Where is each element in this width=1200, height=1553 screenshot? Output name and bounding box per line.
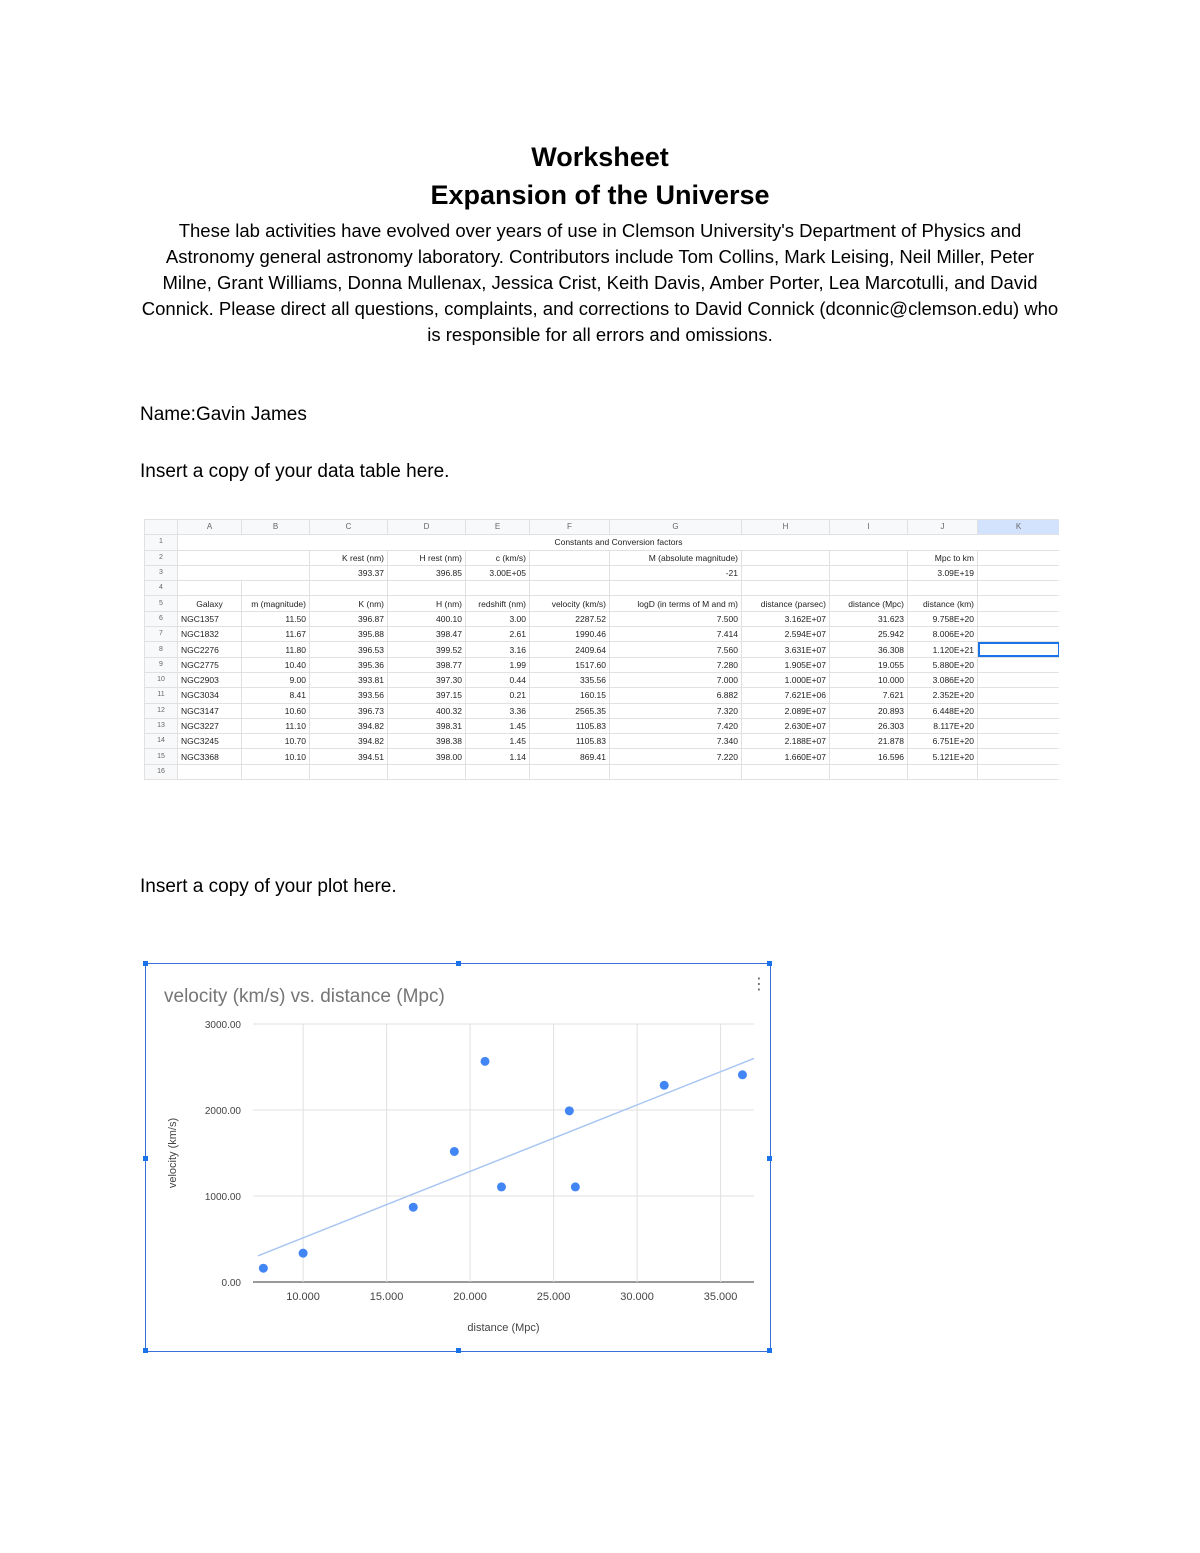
- data-cell[interactable]: 398.77: [388, 657, 466, 672]
- data-cell[interactable]: 398.31: [388, 718, 466, 733]
- galaxy-cell[interactable]: NGC2775: [178, 657, 242, 672]
- data-cell[interactable]: 10.60: [242, 703, 310, 718]
- col-header[interactable]: K: [978, 520, 1060, 535]
- data-cell[interactable]: 3.631E+07: [742, 642, 830, 657]
- intro-paragraph: These lab activities have evolved over years of use in Clemson University's Department of Physics and Astronomy general astronomy laboratory. Contributors include Tom Collins, Mark Leising, Neil Miller, Peter Milne, Grant Williams, Donna Mullenax, Jessica Crist, Keith Davis, Amber Porter, Lea Marcotulli, and David Connick. Please direct all questions, complaints, and corrections to David Connick (dconnic@clemson.edu) who is responsible for all errors and omissions.: [141, 220, 1059, 345]
- data-cell[interactable]: 1.45: [466, 734, 530, 749]
- data-cell[interactable]: 19.055: [830, 657, 908, 672]
- galaxy-cell[interactable]: NGC1832: [178, 627, 242, 642]
- col-header[interactable]: J: [908, 520, 978, 535]
- cell-k[interactable]: [978, 657, 1060, 672]
- x-tick-label: 35.000: [703, 1291, 738, 1303]
- data-cell[interactable]: 3.16: [466, 642, 530, 657]
- table-row: [145, 535, 1060, 550]
- data-cell[interactable]: 3.086E+20: [908, 672, 978, 687]
- y-tick-label: 2000.00: [204, 1106, 241, 1117]
- cell-k[interactable]: [978, 718, 1060, 733]
- x-tick-label: 25.000: [536, 1291, 571, 1303]
- cell[interactable]: K rest (nm): [310, 550, 388, 565]
- data-cell[interactable]: 2.61: [466, 627, 530, 642]
- data-cell[interactable]: 1.99: [466, 657, 530, 672]
- worksheet-subtitle: Expansion of the Universe: [430, 180, 770, 210]
- data-point: [450, 1147, 459, 1156]
- data-cell[interactable]: 11.10: [242, 718, 310, 733]
- data-cell[interactable]: 20.893: [830, 703, 908, 718]
- x-axis-label: distance (Mpc): [467, 1322, 540, 1334]
- data-cell[interactable]: 8.117E+20: [908, 718, 978, 733]
- data-point: [299, 1249, 308, 1258]
- trendline: [258, 1058, 754, 1255]
- row-number[interactable]: 10: [145, 672, 178, 687]
- data-point: [738, 1070, 747, 1079]
- data-cell[interactable]: 11.50: [242, 611, 310, 626]
- data-cell[interactable]: 6.448E+20: [908, 703, 978, 718]
- data-point: [565, 1106, 574, 1115]
- data-cell[interactable]: 7.000: [610, 672, 742, 687]
- more-options-icon[interactable]: ⋮: [751, 974, 767, 993]
- data-cell[interactable]: 1.120E+21: [908, 642, 978, 657]
- galaxy-cell[interactable]: NGC3147: [178, 703, 242, 718]
- chart-container[interactable]: [145, 963, 771, 1352]
- table-row: [145, 581, 1060, 596]
- galaxy-cell[interactable]: NGC3245: [178, 734, 242, 749]
- data-cell[interactable]: 869.41: [530, 749, 610, 764]
- data-cell[interactable]: 11.67: [242, 627, 310, 642]
- data-cell[interactable]: 2565.35: [530, 703, 610, 718]
- table-row: [145, 688, 1060, 703]
- galaxy-cell[interactable]: NGC3368: [178, 749, 242, 764]
- student-name[interactable]: Name:Gavin James: [140, 404, 307, 425]
- data-cell[interactable]: 1990.46: [530, 627, 610, 642]
- data-cell[interactable]: 394.82: [310, 718, 388, 733]
- column-header-cell[interactable]: Galaxy: [178, 596, 242, 611]
- data-cell[interactable]: 10.40: [242, 657, 310, 672]
- table-row: [145, 657, 1060, 672]
- x-tick-label: 15.000: [369, 1291, 404, 1303]
- galaxy-cell[interactable]: NGC2276: [178, 642, 242, 657]
- row-number[interactable]: 12: [145, 703, 178, 718]
- table-row: [145, 565, 1060, 580]
- col-header[interactable]: I: [830, 520, 908, 535]
- column-header-cell[interactable]: distance (Mpc): [830, 596, 908, 611]
- cell[interactable]: H rest (nm): [388, 550, 466, 565]
- x-tick-label: 30.000: [620, 1291, 654, 1303]
- table-header-row: [145, 596, 1060, 611]
- row-number[interactable]: 2: [145, 550, 178, 565]
- row-number[interactable]: 3: [145, 565, 178, 580]
- data-cell[interactable]: 7.340: [610, 734, 742, 749]
- data-cell[interactable]: 31.623: [830, 611, 908, 626]
- col-header[interactable]: B: [242, 520, 310, 535]
- data-cell[interactable]: 335.56: [530, 672, 610, 687]
- row-number[interactable]: 13: [145, 718, 178, 733]
- data-cell[interactable]: 10.70: [242, 734, 310, 749]
- col-header[interactable]: D: [388, 520, 466, 535]
- data-cell[interactable]: 394.82: [310, 734, 388, 749]
- col-header[interactable]: G: [610, 520, 742, 535]
- constants-banner: Constants and Conversion factors: [178, 535, 1060, 550]
- row-number[interactable]: 8: [145, 642, 178, 657]
- data-cell[interactable]: 16.596: [830, 749, 908, 764]
- cell[interactable]: 393.37: [310, 565, 388, 580]
- data-cell[interactable]: 10.10: [242, 749, 310, 764]
- data-point: [660, 1081, 669, 1090]
- data-cell[interactable]: 393.81: [310, 672, 388, 687]
- data-point: [497, 1182, 506, 1191]
- data-cell[interactable]: 25.942: [830, 627, 908, 642]
- row-number[interactable]: 16: [145, 764, 178, 779]
- data-cell[interactable]: 396.53: [310, 642, 388, 657]
- column-header-row: [145, 520, 1060, 535]
- x-tick-label: 10.000: [286, 1291, 320, 1303]
- galaxy-cell[interactable]: NGC2903: [178, 672, 242, 687]
- data-cell[interactable]: 7.320: [610, 703, 742, 718]
- cell[interactable]: M (absolute magnitude): [610, 550, 742, 565]
- chart-title: velocity (km/s) vs. distance (Mpc): [164, 986, 445, 1007]
- table-row: [145, 672, 1060, 687]
- column-header-cell[interactable]: velocity (km/s): [530, 596, 610, 611]
- data-cell[interactable]: 1.660E+07: [742, 749, 830, 764]
- data-cell[interactable]: 397.15: [388, 688, 466, 703]
- galaxy-cell[interactable]: NGC1357: [178, 611, 242, 626]
- cell-k[interactable]: [978, 703, 1060, 718]
- cell-k[interactable]: [978, 749, 1060, 764]
- cell-k[interactable]: [978, 611, 1060, 626]
- data-cell[interactable]: 400.10: [388, 611, 466, 626]
- row-number[interactable]: 1: [145, 535, 178, 550]
- data-cell[interactable]: 3.00: [466, 611, 530, 626]
- data-cell[interactable]: 3.162E+07: [742, 611, 830, 626]
- data-point: [481, 1057, 490, 1066]
- data-cell[interactable]: 1.14: [466, 749, 530, 764]
- row-number[interactable]: 14: [145, 734, 178, 749]
- cell-k[interactable]: [978, 642, 1060, 657]
- table-row: [145, 734, 1060, 749]
- data-cell[interactable]: 1.45: [466, 718, 530, 733]
- data-cell[interactable]: 21.878: [830, 734, 908, 749]
- data-cell[interactable]: 398.00: [388, 749, 466, 764]
- data-cell[interactable]: 7.220: [610, 749, 742, 764]
- data-cell[interactable]: 1.000E+07: [742, 672, 830, 687]
- data-cell[interactable]: 398.47: [388, 627, 466, 642]
- data-cell[interactable]: 2409.64: [530, 642, 610, 657]
- x-tick-label: 20.000: [453, 1291, 487, 1303]
- cell-k[interactable]: [978, 734, 1060, 749]
- table-row: [145, 627, 1060, 642]
- table-row: [145, 749, 1060, 764]
- cell[interactable]: 3.00E+05: [466, 565, 530, 580]
- data-point: [259, 1264, 268, 1273]
- galaxy-cell[interactable]: NGC3227: [178, 718, 242, 733]
- data-cell[interactable]: 7.414: [610, 627, 742, 642]
- data-cell[interactable]: 2.089E+07: [742, 703, 830, 718]
- cell[interactable]: 396.85: [388, 565, 466, 580]
- table-row: [145, 764, 1060, 779]
- data-cell[interactable]: 395.36: [310, 657, 388, 672]
- row-number[interactable]: 5: [145, 596, 178, 611]
- data-cell[interactable]: 9.758E+20: [908, 611, 978, 626]
- table-row: [145, 611, 1060, 626]
- data-table: [144, 519, 1059, 780]
- cell[interactable]: -21: [610, 565, 742, 580]
- worksheet-title: Worksheet: [531, 142, 669, 172]
- cell[interactable]: Mpc to km: [908, 550, 978, 565]
- table-prompt: Insert a copy of your data table here.: [140, 461, 450, 482]
- col-header[interactable]: H: [742, 520, 830, 535]
- data-cell[interactable]: 1105.83: [530, 734, 610, 749]
- data-cell[interactable]: 396.73: [310, 703, 388, 718]
- data-cell[interactable]: 0.21: [466, 688, 530, 703]
- row-number[interactable]: 15: [145, 749, 178, 764]
- table-row: [145, 642, 1060, 657]
- y-tick-label: 0.00: [221, 1278, 241, 1289]
- y-tick-label: 1000.00: [204, 1192, 241, 1203]
- data-cell[interactable]: 2.188E+07: [742, 734, 830, 749]
- data-cell[interactable]: 0.44: [466, 672, 530, 687]
- column-header-cell[interactable]: K (nm): [310, 596, 388, 611]
- data-cell[interactable]: 6.882: [610, 688, 742, 703]
- row-number[interactable]: 4: [145, 581, 178, 596]
- data-cell[interactable]: 1517.60: [530, 657, 610, 672]
- data-cell[interactable]: 393.56: [310, 688, 388, 703]
- col-header[interactable]: F: [530, 520, 610, 535]
- column-header-cell[interactable]: distance (km): [908, 596, 978, 611]
- data-cell[interactable]: 394.51: [310, 749, 388, 764]
- data-cell[interactable]: 11.80: [242, 642, 310, 657]
- data-cell[interactable]: 5.880E+20: [908, 657, 978, 672]
- column-header-cell[interactable]: m (magnitude): [242, 596, 310, 611]
- data-cell[interactable]: 1.905E+07: [742, 657, 830, 672]
- data-cell[interactable]: 8.006E+20: [908, 627, 978, 642]
- data-cell[interactable]: 7.500: [610, 611, 742, 626]
- data-cell[interactable]: 2.352E+20: [908, 688, 978, 703]
- data-cell[interactable]: 26.303: [830, 718, 908, 733]
- row-number[interactable]: 7: [145, 627, 178, 642]
- data-cell[interactable]: 2287.52: [530, 611, 610, 626]
- data-cell[interactable]: 36.308: [830, 642, 908, 657]
- y-tick-label: 3000.00: [204, 1020, 241, 1031]
- data-cell[interactable]: 1105.83: [530, 718, 610, 733]
- col-header[interactable]: A: [178, 520, 242, 535]
- data-cell[interactable]: 3.36: [466, 703, 530, 718]
- y-axis-label: velocity (km/s): [167, 1117, 179, 1189]
- data-cell[interactable]: 7.280: [610, 657, 742, 672]
- table-row: [145, 718, 1060, 733]
- table-row: [145, 703, 1060, 718]
- spreadsheet-image: [144, 519, 1059, 781]
- row-number[interactable]: 9: [145, 657, 178, 672]
- scatter-chart: [146, 964, 770, 1351]
- data-cell[interactable]: 2.630E+07: [742, 718, 830, 733]
- data-cell[interactable]: 7.420: [610, 718, 742, 733]
- data-cell[interactable]: 10.000: [830, 672, 908, 687]
- cell[interactable]: 3.09E+19: [908, 565, 978, 580]
- plot-prompt: Insert a copy of your plot here.: [140, 876, 397, 897]
- col-header[interactable]: C: [310, 520, 388, 535]
- column-header-cell[interactable]: redshift (nm): [466, 596, 530, 611]
- data-cell[interactable]: 396.87: [310, 611, 388, 626]
- data-cell[interactable]: 395.88: [310, 627, 388, 642]
- table-row: [145, 550, 1060, 565]
- data-cell[interactable]: 399.52: [388, 642, 466, 657]
- data-point: [409, 1203, 418, 1212]
- cell-k[interactable]: [978, 672, 1060, 687]
- data-cell[interactable]: 6.751E+20: [908, 734, 978, 749]
- data-cell[interactable]: 7.621E+06: [742, 688, 830, 703]
- data-cell[interactable]: 397.30: [388, 672, 466, 687]
- cell-k[interactable]: [978, 688, 1060, 703]
- data-cell[interactable]: 2.594E+07: [742, 627, 830, 642]
- data-cell[interactable]: 160.15: [530, 688, 610, 703]
- column-header-cell[interactable]: distance (parsec): [742, 596, 830, 611]
- col-header[interactable]: E: [466, 520, 530, 535]
- data-cell[interactable]: 7.560: [610, 642, 742, 657]
- data-cell[interactable]: 5.121E+20: [908, 749, 978, 764]
- data-cell[interactable]: 8.41: [242, 688, 310, 703]
- row-number[interactable]: 11: [145, 688, 178, 703]
- row-number[interactable]: 6: [145, 611, 178, 626]
- column-header-cell[interactable]: H (nm): [388, 596, 466, 611]
- data-cell[interactable]: 400.32: [388, 703, 466, 718]
- galaxy-cell[interactable]: NGC3034: [178, 688, 242, 703]
- data-cell[interactable]: 7.621: [830, 688, 908, 703]
- data-cell[interactable]: 398.38: [388, 734, 466, 749]
- cell-k[interactable]: [978, 627, 1060, 642]
- column-header-cell[interactable]: logD (in terms of M and m): [610, 596, 742, 611]
- cell[interactable]: c (km/s): [466, 550, 530, 565]
- data-cell[interactable]: 9.00: [242, 672, 310, 687]
- data-point: [571, 1182, 580, 1191]
